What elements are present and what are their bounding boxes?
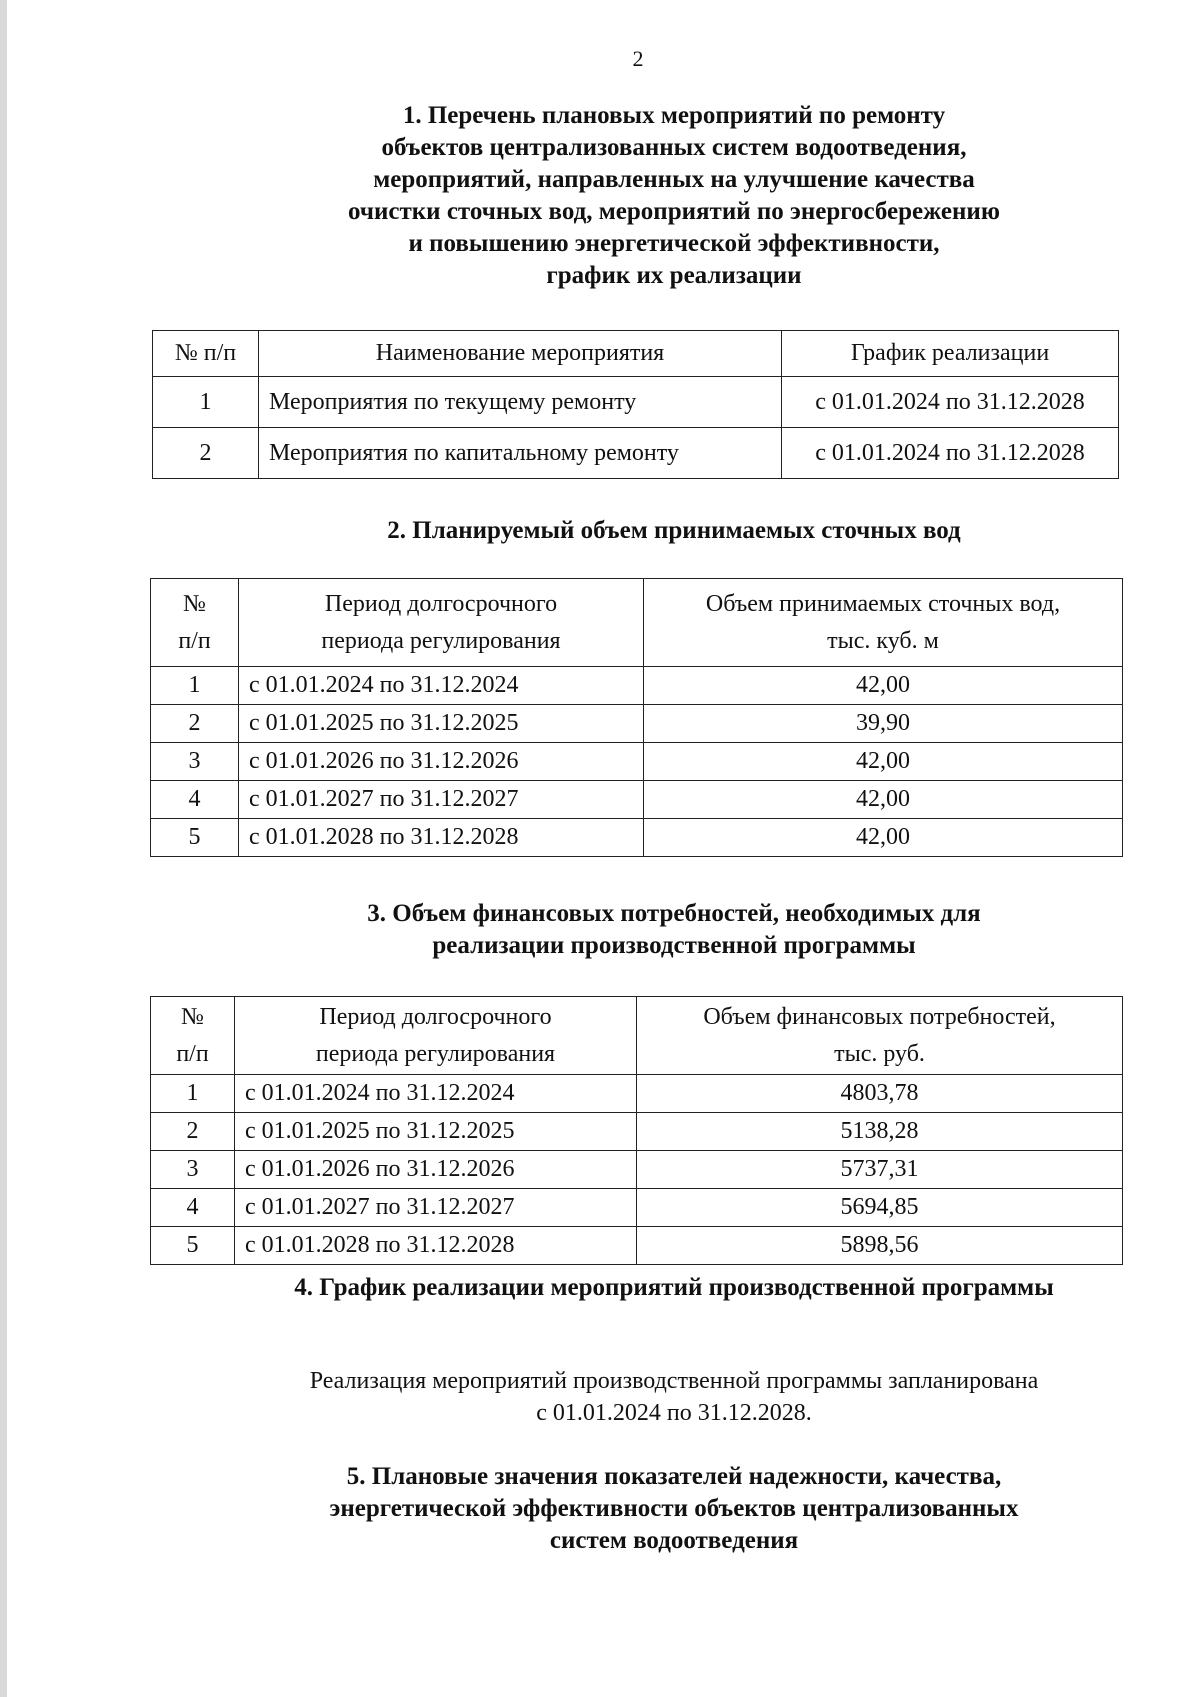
table-row (151, 667, 1123, 705)
section3-title-line: реализации производственной программы (432, 932, 916, 959)
row-num: 5 (151, 819, 239, 857)
table-row (151, 781, 1123, 819)
row-num: 4 (151, 1189, 235, 1227)
table-row (151, 1189, 1123, 1227)
header-num: № п/п (153, 331, 259, 377)
row-num: 2 (153, 428, 259, 479)
header-period (235, 997, 637, 1075)
section1-title-line: объектов централизованных систем водоотведения, (381, 134, 967, 161)
header-num (151, 579, 239, 667)
row-num: 1 (153, 377, 259, 428)
table-row (151, 743, 1123, 781)
row-schedule: с 01.01.2024 по 31.12.2028 (782, 428, 1119, 479)
section5-title-line: 5. Плановые значения показателей надежности, качества, (346, 1463, 1002, 1490)
section3-title-line: 3. Объем финансовых потребностей, необходимых для (367, 900, 981, 927)
table-row (151, 819, 1123, 857)
section2-title-text: 2. Планируемый объем принимаемых сточных вод (387, 517, 961, 544)
header-name: Наименование мероприятия (259, 331, 782, 377)
section1-title (200, 100, 1148, 292)
row-period: с 01.01.2028 по 31.12.2028 (239, 819, 644, 857)
page-number: 2 (632, 46, 644, 71)
row-num: 2 (151, 705, 239, 743)
section1-title-line: график их реализации (546, 262, 802, 289)
row-num: 5 (151, 1227, 235, 1265)
financial-needs-table (150, 996, 1123, 1265)
row-num: 4 (151, 781, 239, 819)
header-num (151, 997, 235, 1075)
table-row (151, 1227, 1123, 1265)
header-period-line: периода регулирования (321, 627, 561, 654)
table-header-row (151, 997, 1123, 1075)
table-row (151, 1151, 1123, 1189)
section1-title-line: и повышению энергетической эффективности, (408, 230, 940, 257)
header-value (644, 579, 1123, 667)
row-name: Мероприятия по капитальному ремонту (259, 428, 782, 479)
header-num-line: п/п (178, 627, 211, 654)
row-period: с 01.01.2028 по 31.12.2028 (235, 1227, 637, 1265)
header-num-line: № (181, 1003, 204, 1030)
row-period: с 01.01.2024 по 31.12.2024 (239, 667, 644, 705)
row-value: 42,00 (644, 667, 1123, 705)
scan-edge (0, 0, 7, 1697)
row-value: 5138,28 (637, 1113, 1123, 1151)
section4-text-line: Реализация мероприятий производственной программы запланирована (309, 1368, 1039, 1394)
row-num: 1 (151, 1075, 235, 1113)
header-value-line: Объем принимаемых сточных вод, (705, 590, 1061, 617)
table-row (151, 705, 1123, 743)
measures-table (152, 330, 1119, 479)
row-period: с 01.01.2026 по 31.12.2026 (235, 1151, 637, 1189)
section1-title-line: мероприятий, направленных на улучшение качества (373, 166, 975, 193)
section3-title (200, 898, 1148, 962)
row-value: 5898,56 (637, 1227, 1123, 1265)
row-num: 1 (151, 667, 239, 705)
table-header-row (153, 331, 1119, 377)
section5-title (180, 1461, 1168, 1557)
row-period: с 01.01.2027 по 31.12.2027 (239, 781, 644, 819)
table-row (151, 1113, 1123, 1151)
section4-text-line: с 01.01.2024 по 31.12.2028. (536, 1400, 812, 1426)
section1-title-line: очистки сточных вод, мероприятий по энергосбережению (348, 198, 1000, 225)
row-num: 3 (151, 743, 239, 781)
section4-text (180, 1365, 1168, 1429)
row-value: 5694,85 (637, 1189, 1123, 1227)
header-value (637, 997, 1123, 1075)
row-value: 42,00 (644, 743, 1123, 781)
table-row (151, 1075, 1123, 1113)
row-value: 39,90 (644, 705, 1123, 743)
header-num-line: п/п (176, 1040, 209, 1067)
header-schedule: График реализации (782, 331, 1119, 377)
row-period: с 01.01.2026 по 31.12.2026 (239, 743, 644, 781)
header-value-line: Объем финансовых потребностей, (703, 1003, 1056, 1030)
row-period: с 01.01.2025 по 31.12.2025 (235, 1113, 637, 1151)
row-num: 3 (151, 1151, 235, 1189)
row-period: с 01.01.2025 по 31.12.2025 (239, 705, 644, 743)
header-period-line: Период долгосрочного (319, 1003, 552, 1030)
row-value: 42,00 (644, 819, 1123, 857)
section2-title (200, 515, 1148, 547)
header-period-line: Период долгосрочного (324, 590, 558, 617)
row-value: 42,00 (644, 781, 1123, 819)
row-period: с 01.01.2027 по 31.12.2027 (235, 1189, 637, 1227)
header-value-line: тыс. руб. (834, 1040, 925, 1067)
row-period: с 01.01.2024 по 31.12.2024 (235, 1075, 637, 1113)
row-num: 2 (151, 1113, 235, 1151)
section4-title (180, 1272, 1168, 1304)
row-name: Мероприятия по текущему ремонту (259, 377, 782, 428)
table-row (153, 428, 1119, 479)
section1-title-line: 1. Перечень плановых мероприятий по ремонту (402, 102, 946, 129)
section5-title-line: систем водоотведения (549, 1527, 799, 1554)
header-period-line: периода регулирования (315, 1040, 556, 1067)
table-row (153, 377, 1119, 428)
row-value: 5737,31 (637, 1151, 1123, 1189)
wastewater-volume-table (150, 578, 1123, 857)
table-header-row (151, 579, 1123, 667)
header-value-line: тыс. куб. м (827, 627, 939, 654)
section5-title-line: энергетической эффективности объектов централизованных (329, 1495, 1019, 1522)
row-schedule: с 01.01.2024 по 31.12.2028 (782, 377, 1119, 428)
header-num-line: № (183, 590, 206, 617)
section4-title-text: 4. График реализации мероприятий производственной программы (294, 1274, 1054, 1301)
header-period (239, 579, 644, 667)
row-value: 4803,78 (637, 1075, 1123, 1113)
